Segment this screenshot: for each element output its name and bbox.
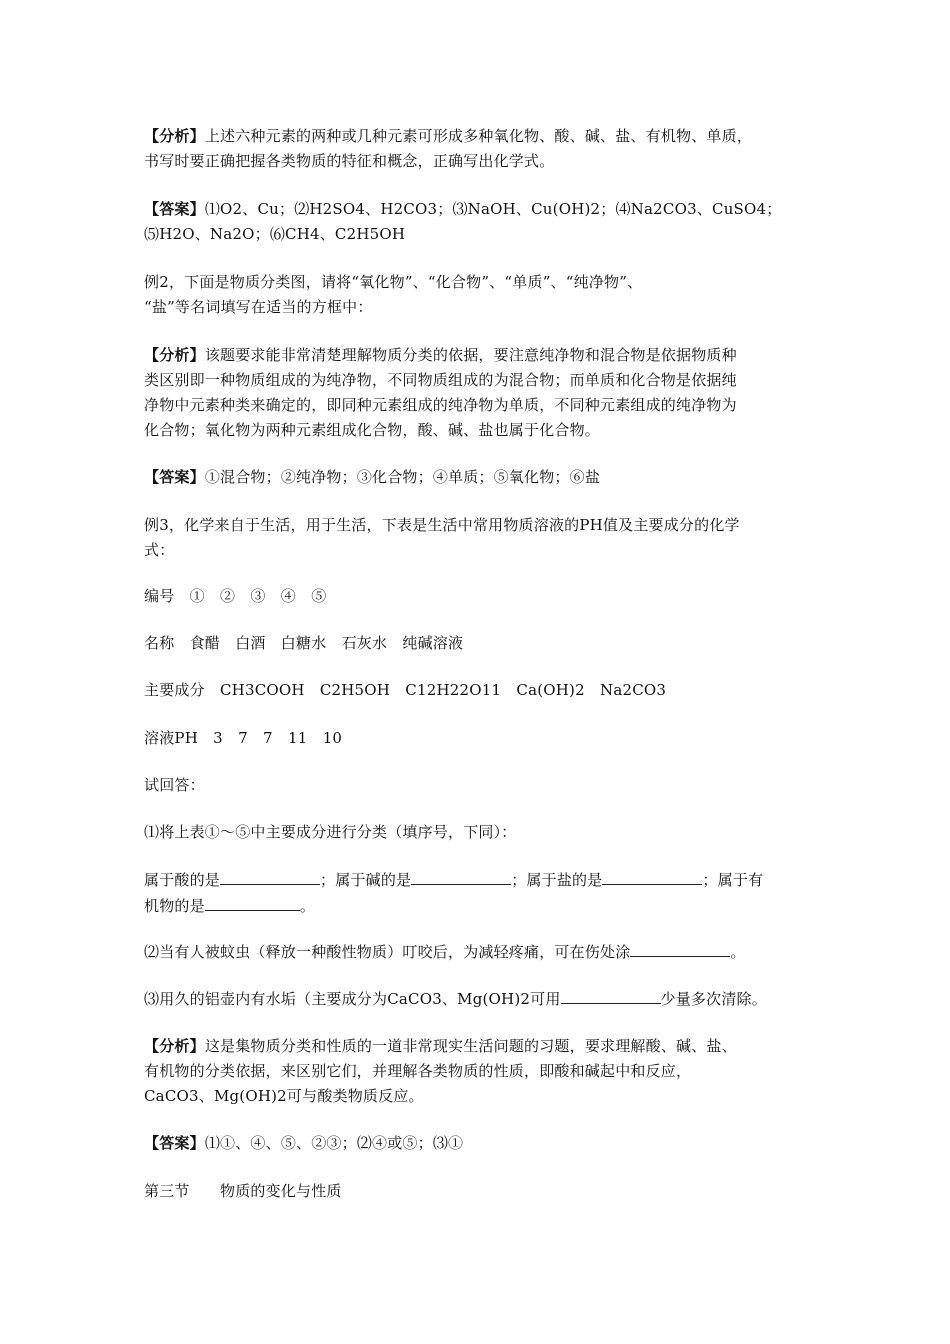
question-intro-text: 试回答： (144, 776, 205, 794)
text-line: 化合物；氧化物为两种元素组成化合物，酸、碱、盐也属于化合物。 (144, 421, 601, 439)
answer-tag: 【答案】 (144, 468, 205, 486)
question-3-text: ⑶用久的铝壶内有水垢（主要成分为CaCO3、Mg(OH)2可用 (144, 990, 561, 1008)
table-row-text: 编号 ① ② ③ ④ ⑤ (144, 587, 327, 605)
question-1-blanks (144, 867, 814, 919)
answer-paragraph-1 (144, 197, 814, 247)
analysis-tag: 【分析】 (144, 1037, 205, 1055)
table-row-number (144, 584, 814, 609)
table-row-ph (144, 726, 814, 751)
text-line: 式： (144, 541, 175, 559)
analysis-tag: 【分析】 (144, 127, 205, 145)
analysis-paragraph-1 (144, 124, 814, 174)
answer-blank (205, 893, 300, 911)
text-line: 书写时要正确把握各类物质的特征和概念，正确写出化学式。 (144, 152, 555, 170)
answer-blank (561, 986, 661, 1004)
question-2-text: ⑵当有人被蚊虫（释放一种酸性物质）叮咬后，为减轻疼痛，可在伤处涂 (144, 943, 631, 961)
question-1 (144, 820, 814, 845)
text-line: ⑸H2O、Na2O；⑹CH4、C2H5OH (144, 225, 406, 243)
text-line: 有机物的分类依据，来区别它们，并理解各类物质的性质，即酸和碱起中和反应， (144, 1062, 692, 1080)
table-row-component (144, 678, 814, 703)
analysis-paragraph-2 (144, 343, 814, 443)
analysis-tag: 【分析】 (144, 346, 205, 364)
blank-label: ；属于碱的是 (320, 871, 412, 889)
table-row-text: 溶液PH 3 7 7 11 10 (144, 729, 343, 747)
answer-tag: 【答案】 (144, 1134, 205, 1152)
example-2-question (144, 270, 814, 320)
text-line: 该题要求能非常清楚理解物质分类的依据，要注意纯净物和混合物是依据物质种 (204, 346, 737, 364)
text-line: 净物中元素种类来确定的，即同种元素组成的纯净物为单质，不同种元素组成的纯净物为 (144, 396, 737, 414)
text-line: 类区别即一种物质组成的为纯净物，不同物质组成的为混合物；而单质和化合物是依据纯 (144, 371, 737, 389)
question-intro (144, 773, 814, 798)
text-line: CaCO3、Mg(OH)2可与酸类物质反应。 (144, 1087, 424, 1105)
answer-paragraph-3 (144, 1131, 814, 1156)
blank-label: 。 (730, 943, 746, 961)
text-line: “盐”等名词填写在适当的方框中： (144, 298, 373, 316)
answer-text: ①混合物；②纯净物；③化合物；④单质；⑤氧化物；⑥盐 (204, 468, 601, 486)
answer-blank (220, 867, 320, 885)
question-3-text: 少量多次清除。 (660, 990, 767, 1008)
table-row-text: 主要成分 CH3COOH C2H5OH C12H22O11 Ca(OH)2 Na2CO3 (144, 681, 667, 699)
text-line: 上述六种元素的两种或几种元素可形成多种氧化物、酸、碱、盐、有机物、单质， (204, 127, 753, 145)
section-title: 第三节 物质的变化与性质 (144, 1182, 342, 1200)
blank-label: 机物的是 (144, 897, 205, 915)
answer-blank (602, 867, 702, 885)
blank-label: ；属于有 (702, 871, 764, 889)
answer-blank (630, 939, 730, 957)
table-row-name (144, 631, 814, 656)
question-2 (144, 939, 814, 965)
answer-blank (411, 867, 511, 885)
answer-tag: 【答案】 (144, 200, 205, 218)
answer-text: ⑴①、④、⑤、②③；⑵④或⑤；⑶① (204, 1134, 464, 1152)
question-3 (144, 986, 814, 1012)
example-3-question (144, 513, 814, 563)
section-heading (144, 1179, 814, 1204)
blank-label: ；属于盐的是 (511, 871, 603, 889)
text-line: 例3，化学来自于生活，用于生活，下表是生活中常用物质溶液的PH值及主要成分的化学 (144, 516, 740, 534)
analysis-paragraph-3 (144, 1034, 814, 1109)
text-line: ⑴O2、Cu；⑵H2SO4、H2CO3；⑶NaOH、Cu(OH)2；⑷Na2CO3、CuSO4； (204, 200, 782, 218)
text-line: 这是集物质分类和性质的一道非常现实生活问题的习题，要求理解酸、碱、盐、 (204, 1037, 737, 1055)
question-1-text: ⑴将上表①～⑤中主要成分进行分类（填序号，下同）： (144, 823, 517, 841)
blank-label: 属于酸的是 (144, 871, 221, 889)
table-row-text: 名称 食醋 白酒 白糖水 石灰水 纯碱溶液 (144, 634, 464, 652)
text-line: 例2，下面是物质分类图，请将“氧化物”、“化合物”、“单质”、“纯净物”、 (144, 273, 643, 291)
blank-label: 。 (299, 897, 316, 915)
answer-paragraph-2 (144, 465, 814, 490)
